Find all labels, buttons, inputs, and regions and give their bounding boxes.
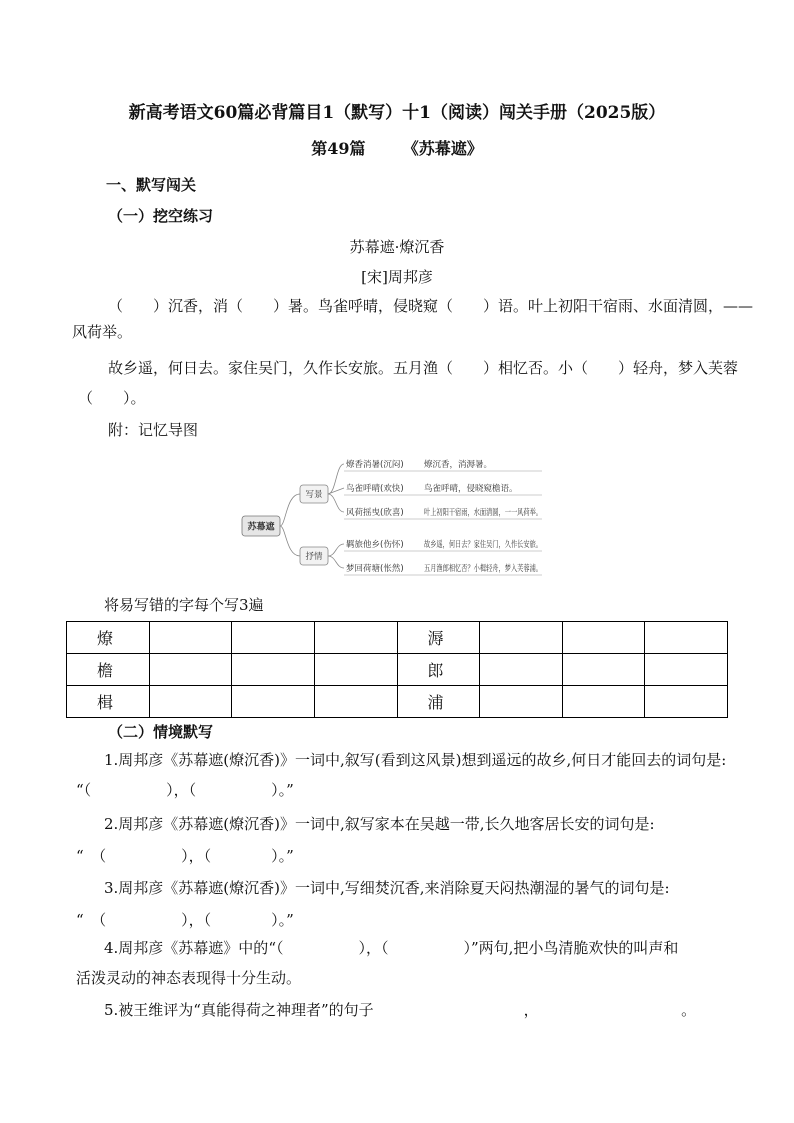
poem-stanza1-line1: （ ）沉香，消（ ）暑。鸟雀呼晴，侵晓窥（ ）语。叶上初阳干宿雨、水面清圆，——: [108, 297, 754, 315]
practice-char: 燎: [67, 622, 150, 654]
practice-char: 檐: [67, 654, 150, 686]
poem-stanza2-line1: 故乡遥，何日去。家住吴门，久作长安旅。五月渔（ ）相忆否。小（ ）轻舟，梦入芙蓉: [108, 359, 739, 377]
writing-cell[interactable]: [562, 686, 645, 718]
practice-char: 浦: [397, 686, 480, 718]
part1-heading: （一）挖空练习: [108, 207, 214, 225]
table-row: [67, 654, 728, 686]
writing-cell[interactable]: [314, 686, 397, 718]
poem-stanza2-line2: （ ）。: [78, 389, 146, 407]
question3-line1: 3.周邦彦《苏幕遮(燎沉香)》一词中,写细焚沉香,来消除夏天闷热潮湿的暑气的词句是:: [104, 879, 670, 897]
writing-cell[interactable]: [232, 654, 315, 686]
mindmap-item2-label: 鸟雀呼晴(欢快): [346, 484, 404, 494]
question4-line1: 4.周邦彦《苏幕遮》中的“（ ），（ ）”两句,把小鸟清脆欢快的叫声和: [104, 939, 679, 957]
article-number: 第49篇: [311, 139, 366, 158]
poem-title: 苏幕遮·燎沉香: [349, 238, 445, 256]
writing-cell[interactable]: [645, 654, 728, 686]
section-heading: 一、默写闯关: [106, 176, 197, 194]
practice-table: [66, 621, 728, 718]
document-subtitle: [0, 136, 794, 159]
writing-cell[interactable]: [645, 686, 728, 718]
connector-b1-item1: [328, 464, 344, 494]
mindmap-branch1: 写景: [305, 490, 323, 500]
poem-author: [宋]周邦彦: [361, 268, 433, 286]
question2-line2: “ （ ），（ ）。”: [76, 847, 294, 865]
question2-line1: 2.周邦彦《苏幕遮(燎沉香)》一词中,叙写家本在吴越一带,长久地客居长安的词句是:: [104, 815, 655, 833]
connector-root-branch2: [280, 526, 300, 556]
writing-cell[interactable]: [314, 622, 397, 654]
mindmap-item5-text: 五月渔郎相忆否？小楫轻舟，梦入芙蓉浦。: [424, 564, 586, 574]
memory-mindmap: [240, 452, 586, 584]
mindmap-item4-label: 羁旅他乡(伤怀): [346, 540, 404, 550]
table-row: [67, 622, 728, 654]
writing-cell[interactable]: [149, 654, 232, 686]
writing-cell[interactable]: [562, 654, 645, 686]
poem-stanza1-line2: 风荷举。: [72, 323, 133, 341]
writing-cell[interactable]: [232, 622, 315, 654]
mindmap-branch2: 抒情: [305, 552, 323, 562]
question3-line2: “ （ ），（ ）。”: [76, 911, 294, 929]
writing-cell[interactable]: [480, 686, 563, 718]
mindmap-item1-text: 燎沉香，消溽暑。: [424, 460, 493, 470]
question5-line1: 5.被王维评为“真能得荷之神理者”的句子 ， 。: [104, 1001, 697, 1019]
article-name: 《苏幕遮》: [402, 139, 483, 158]
connector-b2-item1: [328, 544, 344, 556]
practice-char: 郎: [397, 654, 480, 686]
practice-char: 溽: [397, 622, 480, 654]
table-caption: 将易写错的字每个写3遍: [104, 596, 264, 614]
document-title: 新高考语文60篇必背篇目1（默写）十1（阅读）闯关手册（2025版）: [128, 103, 666, 123]
part2-heading: （二）情境默写: [108, 723, 214, 741]
connector-b1-item2: [328, 488, 344, 494]
writing-cell[interactable]: [149, 686, 232, 718]
question4-line2: 活泼灵动的神态表现得十分生动。: [76, 969, 302, 987]
writing-cell[interactable]: [480, 654, 563, 686]
mindmap-item1-label: 燎香消暑(沉闷): [346, 460, 404, 470]
practice-char: 楫: [67, 686, 150, 718]
writing-cell[interactable]: [645, 622, 728, 654]
connector-root-branch1: [280, 494, 300, 526]
mindmap-item4-text: 故乡遥，何日去？家住吴门，久作长安旅。: [424, 540, 586, 550]
connector-b1-item3: [328, 494, 344, 512]
mindmap-root: 苏幕遮: [247, 522, 275, 533]
writing-cell[interactable]: [562, 622, 645, 654]
question1-line1: 1.周邦彦《苏幕遮(燎沉香)》一词中,叙写(看到这风景)想到遥远的故乡,何日才能回去的词句是:: [104, 751, 727, 769]
mindmap-item3-label: 风荷摇曳(欣喜): [346, 508, 404, 518]
appendix-label: 附：记忆导图: [108, 421, 199, 439]
question1-line2: “（ ），（ ）。”: [76, 781, 294, 799]
writing-cell[interactable]: [232, 686, 315, 718]
mindmap-item2-text: 鸟雀呼晴，侵晓窥檐语。: [424, 484, 518, 494]
mindmap-item3-text: 叶上初阳干宿雨，水面清圆，一一风荷举。: [424, 508, 586, 518]
mindmap-item5-label: 梦回荷塘(怅然): [346, 564, 404, 574]
writing-cell[interactable]: [480, 622, 563, 654]
connector-b2-item2: [328, 556, 344, 568]
writing-cell[interactable]: [149, 622, 232, 654]
writing-cell[interactable]: [314, 654, 397, 686]
table-row: [67, 686, 728, 718]
